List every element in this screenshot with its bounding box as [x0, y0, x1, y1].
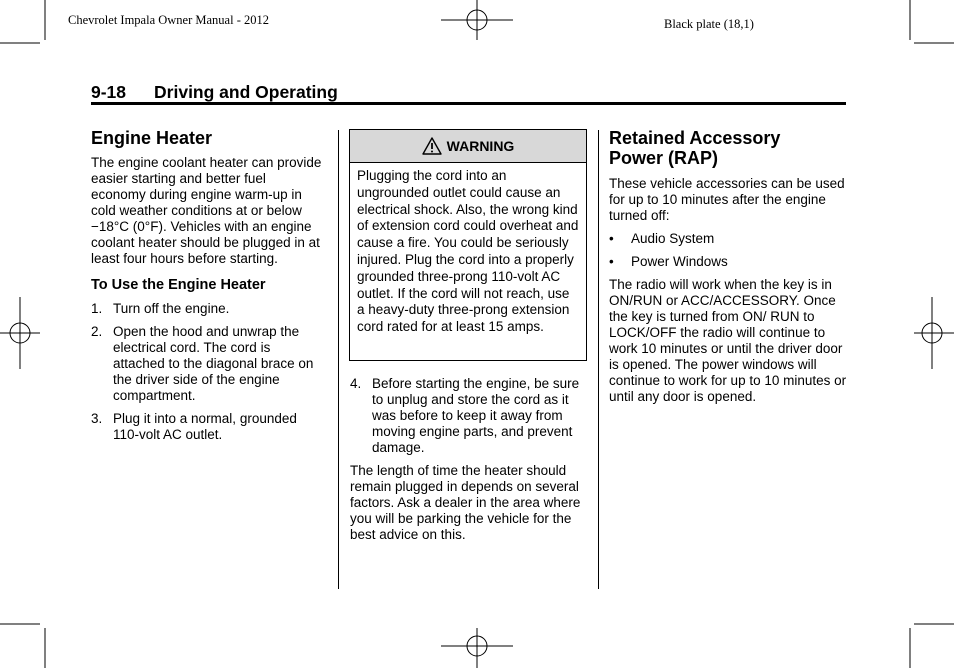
rap-body: The radio will work when the key is in ON/RUN or ACC/ACCESSORY. Once the key is turned from ON/ RUN to LOCK/OFF the radio will continue to work 10 minutes or until the driver door is opened. The power windows will continue to work for up to 10 minutes or until any door is opened.	[609, 277, 847, 404]
column-engine-heater	[91, 128, 324, 443]
warning-header	[350, 130, 586, 163]
section-title: Driving and Operating	[154, 82, 338, 102]
list-item: 4. Before starting the engine, be sure to unplug and store the cord as it was before to keep it away from moving engine parts, and prevent damage.	[350, 376, 580, 455]
column-heater-continued	[350, 376, 586, 543]
heater-duration-note: The length of time the heater should remain plugged in depends on several factors. Ask a dealer in the area where you will be parking the vehicle for the best advice on this.	[350, 463, 581, 542]
list-item: • Power Windows	[609, 254, 728, 269]
list-item: 2. Open the hood and unwrap the electrical cord. The cord is attached to the diagonal brace on the driver side of the engine compartment.	[91, 324, 314, 403]
warning-box	[349, 129, 587, 361]
rap-heading: Retained Accessory Power (RAP)	[609, 128, 781, 168]
header-rule	[91, 102, 846, 105]
column-divider-1	[338, 130, 339, 589]
engine-heater-intro: The engine coolant heater can provide easier starting and better fuel economy during engine warm-up in cold weather conditions at or below −18°C (0°F). Vehicles with an engine coolant heater should be plugged in at least four hours before starting.	[91, 155, 322, 266]
page-number: 9-18	[91, 82, 127, 102]
warning-text: Plugging the cord into an ungrounded outlet could cause an electrical shock. Also, the wrong kind of extension cord could overheat and cause a fire. You could be seriously injured. Plug the cord into a properly grounded three-prong 110-volt AC outlet. If the cord will not reach, use a heavy-duty three-prong extension cord rated for at least 15 amps.	[357, 168, 579, 335]
warning-label: WARNING	[446, 138, 515, 154]
list-item: 3. Plug it into a normal, grounded 110-volt AC outlet.	[91, 411, 297, 442]
list-item: 1. Turn off the engine.	[91, 301, 230, 316]
column-divider-2	[598, 130, 599, 589]
running-head	[91, 82, 338, 103]
column-rap	[609, 128, 847, 405]
list-item: • Audio System	[609, 231, 715, 246]
engine-heater-heading: Engine Heater	[91, 128, 213, 148]
warning-triangle-icon	[422, 137, 442, 155]
manual-title: Chevrolet Impala Owner Manual - 2012	[68, 13, 269, 27]
engine-heater-subheading: To Use the Engine Heater	[91, 277, 266, 293]
plate-label: Black plate (18,1)	[664, 17, 754, 31]
rap-intro: These vehicle accessories can be used for up to 10 minutes after the engine turned off:	[609, 176, 845, 223]
